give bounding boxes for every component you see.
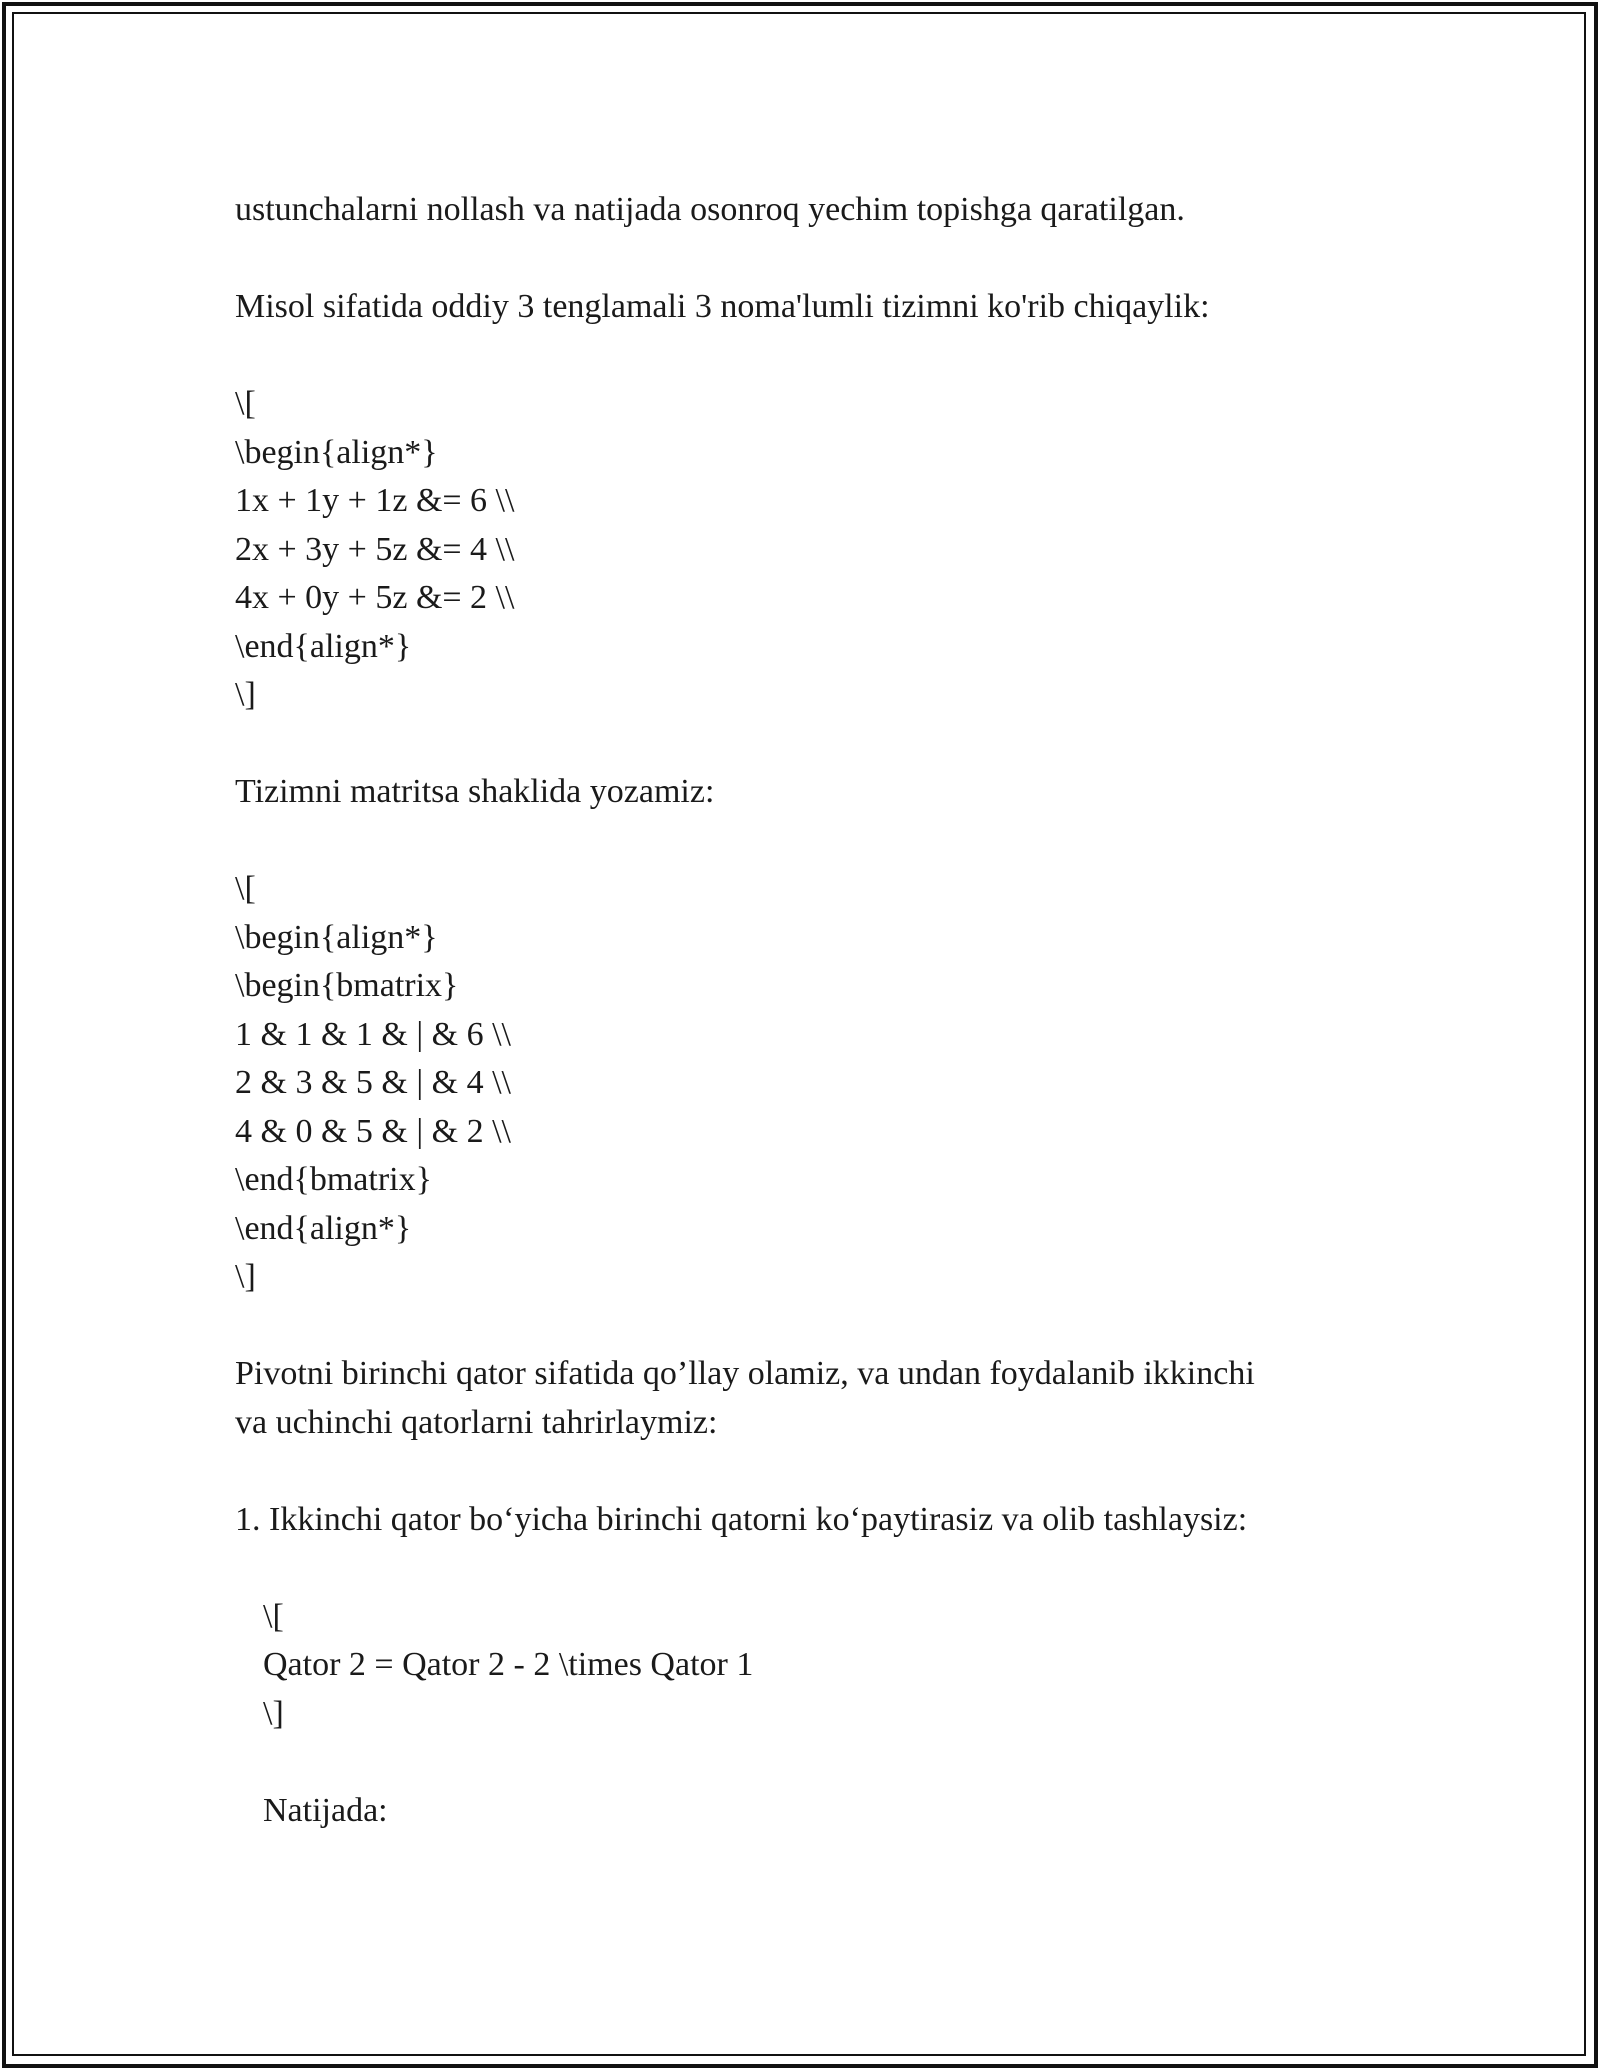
text-line: Pivotni birinchi qator sifatida qo’llay olamiz, va undan foydalanib ikkinchi (235, 1355, 1255, 1392)
list-item: 1. Ikkinchi qator bo‘yicha birinchi qatorni ko‘paytirasiz va olib tashlaysiz: (235, 1500, 1248, 1538)
blank-line (235, 1544, 1385, 1593)
blank-line (235, 720, 1385, 769)
code-line: 4x + 0y + 5z &= 2 \\ (235, 579, 515, 616)
blank-line (235, 1738, 1385, 1787)
blank-line (235, 817, 1385, 866)
blank-line (235, 332, 1385, 381)
blank-line (235, 1447, 1385, 1496)
code-line: 2 & 3 & 5 & | & 4 \\ (235, 1064, 511, 1101)
code-line: \begin{bmatrix} (235, 967, 459, 1004)
text-line: Natijada: (263, 1791, 388, 1829)
code-line: 1 & 1 & 1 & | & 6 \\ (235, 1015, 511, 1053)
code-line: Qator 2 = Qator 2 - 2 \times Qator 1 (263, 1646, 754, 1683)
blank-line (235, 235, 1385, 284)
code-line: \[ (235, 870, 256, 907)
blank-line (235, 1302, 1385, 1351)
text-line: va uchinchi qatorlarni tahrirlaymiz: (235, 1403, 718, 1441)
code-line: \] (263, 1694, 284, 1732)
text-line: ustunchalarni nollash va natijada osonroq yechim topishga qaratilgan. (235, 191, 1185, 228)
code-line: 2x + 3y + 5z &= 4 \\ (235, 530, 515, 568)
code-line: 1x + 1y + 1z &= 6 \\ (235, 482, 515, 519)
code-line: \] (235, 676, 256, 713)
code-line: \] (235, 1258, 256, 1295)
code-line: \begin{align*} (235, 433, 438, 471)
code-line: \[ (235, 385, 256, 422)
code-line: \[ (263, 1597, 284, 1635)
document-body (235, 186, 1385, 1835)
code-line: \end{bmatrix} (235, 1161, 432, 1198)
code-line: \end{align*} (235, 627, 412, 665)
text-line: Misol sifatida oddiy 3 tenglamali 3 noma'lumli tizimni ko'rib chiqaylik: (235, 288, 1210, 325)
code-line: 4 & 0 & 5 & | & 2 \\ (235, 1112, 511, 1150)
code-line: \begin{align*} (235, 918, 438, 956)
code-line: \end{align*} (235, 1209, 412, 1247)
text-line: Tizimni matritsa shaklida yozamiz: (235, 773, 715, 810)
